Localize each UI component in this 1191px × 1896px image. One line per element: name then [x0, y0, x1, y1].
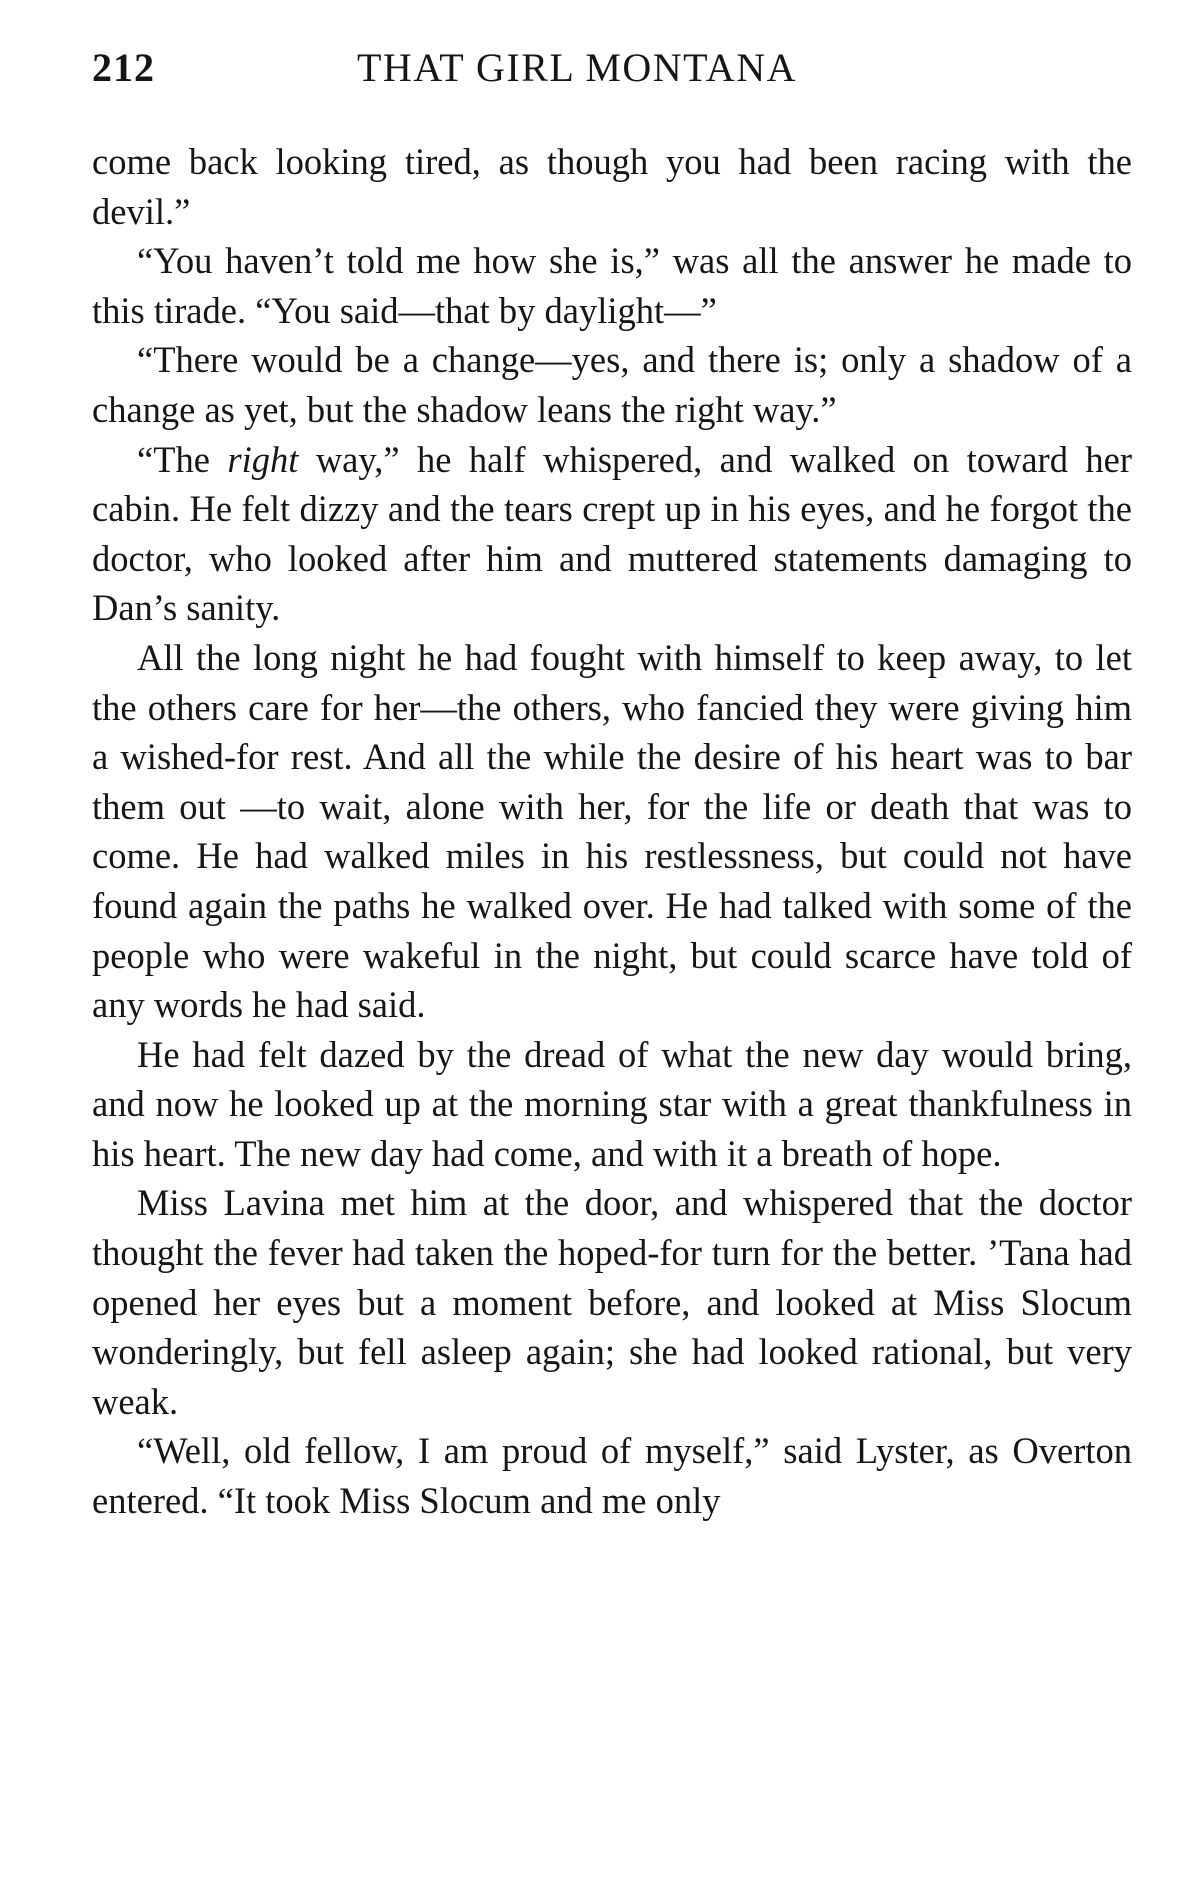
paragraph-4-italic-right: right — [227, 438, 299, 480]
paragraph-6 — [92, 1030, 1132, 1179]
paragraph-6-text: He had felt dazed by the dread of what the new day would bring, and now he looked up at the morning star with a great thankfulness in his heart. The new day had come, and with it a breath of hope. — [92, 1033, 1132, 1174]
running-head: THAT GIRL MONTANA — [357, 45, 798, 90]
paragraph-4 — [92, 435, 1132, 633]
paragraph-5-text: All the long night he had fought with himself to keep away, to let the others care for her—the others, who fancied they were giving him a wished-for rest. And all the while the desire of his heart was to bar them out —to wait, alone with her, for the life or death that was to come. He had walked miles in his restlessness, but could not have found again the paths he walked over. He had talked with some of the people who were wakeful in the night, but could scarce have told of any words he had said. — [92, 636, 1132, 1026]
page-header — [92, 44, 1132, 104]
paragraph-2 — [92, 236, 1132, 335]
paragraph-8-text: “Well, old fellow, I am proud of myself,” said Lyster, as Overton entered. “It took Miss Slocum and me only — [92, 1430, 1132, 1522]
paragraph-8 — [92, 1426, 1132, 1525]
paragraph-2-text: “You haven’t told me how she is,” was all the answer he made to this tirade. “You said—that by daylight—” — [92, 240, 1132, 331]
paragraph-3-text: “There would be a change—yes, and there is; only a shadow of a change as yet, but the shadow leans the right way.” — [92, 339, 1132, 430]
paragraph-3 — [92, 335, 1132, 434]
page-number: 212 — [92, 45, 155, 90]
paragraph-5 — [92, 633, 1132, 1030]
paragraph-1 — [92, 137, 1132, 236]
paragraph-4-text-b: way,” he half whispered, and walked on toward her cabin. He felt dizzy and the tears crept up in his eyes, and he forgot the doctor, who looked after him and muttered statements damaging to Dan’s sanity. — [92, 438, 1132, 629]
paragraph-7-text: Miss Lavina met him at the door, and whispered that the doctor thought the fever had taken the hoped-for turn for the better. ’Tana had opened her eyes but a moment before, and looked at Miss Slocum wonderingly, but fell asleep again; she had looked rational, but very weak. — [92, 1182, 1132, 1422]
paragraph-7 — [92, 1178, 1132, 1426]
paragraph-4-text-a: “The — [137, 438, 228, 480]
body-text — [92, 137, 1132, 1526]
paragraph-1-text: come back looking tired, as though you had been racing with the devil.” — [92, 141, 1132, 232]
